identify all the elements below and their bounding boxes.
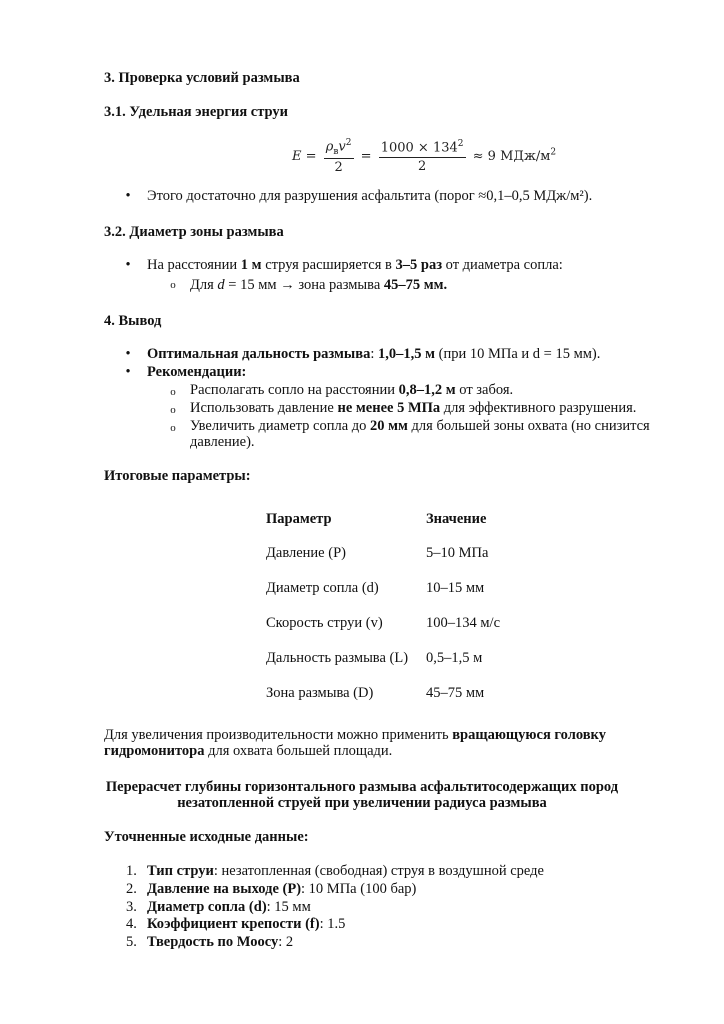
bullet-dot: • <box>125 257 131 273</box>
list-item-number: 3. <box>126 899 137 915</box>
conclusion-bullet-range: Оптимальная дальность размыва: 1,0–1,5 м (при 10 МПа и d = 15 мм). <box>147 346 601 362</box>
list-item: Давление на выходе (P): 10 МПа (100 бар) <box>147 881 417 897</box>
formula-v-sup: 2 <box>345 138 352 148</box>
section-3-1-bullet: Этого достаточно для разрушения асфальтита (порог ≈0,1–0,5 МДж/м²). <box>147 188 593 204</box>
list-item: Тип струи: незатопленная (свободная) струя в воздушной среде <box>147 863 544 879</box>
recommendation-3: Увеличить диаметр сопла до 20 мм для большей зоны охвата (но снизится <box>190 418 650 434</box>
table-cell: 0,5–1,5 м <box>426 650 483 666</box>
formula-rho: ρ <box>325 139 334 155</box>
section-3-heading: 3. Проверка условий размыва <box>104 70 300 86</box>
bullet-dot: • <box>125 364 131 380</box>
productivity-paragraph-continued: гидромонитора для охвата большей площади. <box>104 743 393 759</box>
table-cell: Диаметр сопла (d) <box>266 580 379 596</box>
recalculation-heading-line-1: Перерасчет глубины горизонтального размыва асфальтитосодержащих пород <box>105 779 619 795</box>
refined-data-heading: Уточненные исходные данные: <box>104 829 309 845</box>
formula-approx: ≈ 9 МДж/м <box>472 148 551 164</box>
section-3-1-heading: 3.1. Удельная энергия струи <box>104 104 289 120</box>
list-item-number: 2. <box>126 881 137 897</box>
formula-v: v <box>338 139 346 155</box>
formula-eq1: = <box>305 148 317 164</box>
list-item: Диаметр сопла (d): 15 мм <box>147 899 311 915</box>
list-item-number: 4. <box>126 916 137 932</box>
table-cell: 5–10 МПа <box>426 545 489 561</box>
summary-heading: Итоговые параметры: <box>104 468 251 484</box>
sub-bullet-circle: o <box>170 386 176 398</box>
list-item-number: 1. <box>126 863 137 879</box>
section-3-2-heading: 3.2. Диаметр зоны размыва <box>104 224 284 240</box>
formula-rho-sub: в <box>333 146 339 157</box>
sub-bullet-circle: o <box>170 279 176 291</box>
table-cell: Скорость струи (v) <box>266 615 383 631</box>
formula-lhs: E <box>292 148 302 164</box>
list-item-number: 5. <box>126 934 137 950</box>
sub-bullet-circle: o <box>170 404 176 416</box>
energy-formula <box>292 138 556 175</box>
formula-fraction-1 <box>324 138 354 175</box>
table-cell: 100–134 м/с <box>426 615 501 631</box>
section-3-2-bullet: На расстоянии 1 м струя расширяется в 3–5 раз от диаметра сопла: <box>147 257 563 273</box>
list-item: Коэффициент крепости (f): 1.5 <box>147 916 346 932</box>
bullet-dot: • <box>125 346 131 362</box>
sub-bullet-circle: o <box>170 422 176 434</box>
conclusion-bullet-recommendations: Рекомендации: <box>147 364 247 380</box>
recommendation-3-continued: давление). <box>190 434 255 450</box>
table-header-parameter: Параметр <box>266 511 332 527</box>
formula-den-1: 2 <box>334 159 343 175</box>
formula-approx-sup: 2 <box>550 147 557 158</box>
bullet-dot: • <box>125 188 131 204</box>
section-3-2-sub-bullet: Для d = 15 мм → зона размыва 45–75 мм. <box>190 277 448 293</box>
recommendation-1: Располагать сопло на расстоянии 0,8–1,2 м от забоя. <box>190 382 514 398</box>
table-cell: Зона размыва (D) <box>266 685 374 701</box>
productivity-paragraph: Для увеличения производительности можно применить вращающуюся головку <box>104 727 606 743</box>
formula-num-2-sup: 2 <box>457 139 464 150</box>
formula-eq2: = <box>360 148 372 164</box>
formula-num-2: 1000 × 134 <box>380 140 458 156</box>
table-cell: Дальность размыва (L) <box>266 650 409 666</box>
formula-den-2: 2 <box>417 158 427 174</box>
table-header-value: Значение <box>426 511 487 527</box>
recommendation-2: Использовать давление не менее 5 МПа для эффективного разрушения. <box>190 400 637 416</box>
table-cell: Давление (P) <box>266 545 346 561</box>
table-cell: 10–15 мм <box>426 580 485 596</box>
recalculation-heading-line-2: незатопленной струей при увеличении радиуса размыва <box>177 795 547 811</box>
formula-fraction-2 <box>379 139 466 173</box>
list-item: Твердость по Моосу: 2 <box>147 934 294 950</box>
section-4-heading: 4. Вывод <box>104 313 162 329</box>
table-cell: 45–75 мм <box>426 685 485 701</box>
